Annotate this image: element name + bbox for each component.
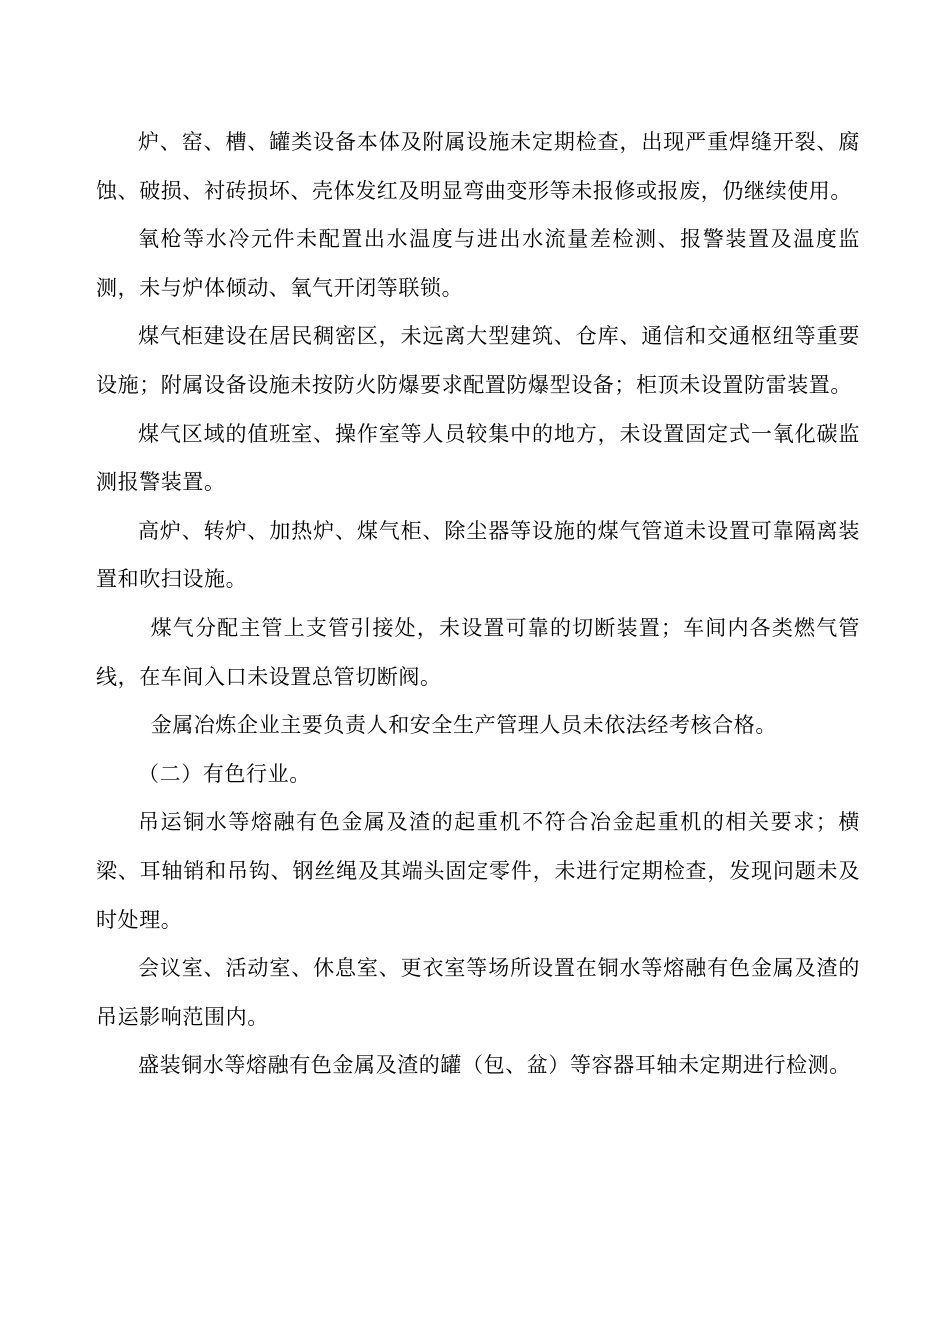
- section-heading-nonferrous: （二）有色行业。: [138, 761, 311, 786]
- paragraph-furnace-inspection: 炉、窑、槽、罐类设备本体及附属设施未定期检查，出现严重焊缝开裂、腐蚀、破损、衬砖损坏、壳体发红及明显弯曲变形等未报修或报废，仍继续使用。: [96, 130, 860, 203]
- paragraph-meeting-rooms: 会议室、活动室、休息室、更衣室等场所设置在铜水等熔融有色金属及渣的吊运影响范围内。: [96, 956, 860, 1029]
- paragraph-gas-branch: 煤气分配主管上支管引接处，未设置可靠的切断装置；车间内各类燃气管线，在车间入口未设置总管切断阀。: [96, 615, 860, 689]
- paragraph-crane-requirements: 吊运铜水等熔融有色金属及渣的起重机不符合冶金起重机的相关要求；横梁、耳轴销和吊钩、钢丝绳及其端头固定零件，未进行定期检查，发现问题未及时处理。: [96, 810, 860, 932]
- paragraph-gas-pipeline: 高炉、转炉、加热炉、煤气柜、除尘器等设施的煤气管道未设置可靠隔离装置和吹扫设施。: [96, 518, 860, 592]
- paragraph-personnel-assessment: 金属冶炼企业主要负责人和安全生产管理人员未依法经考核合格。: [150, 713, 777, 738]
- paragraph-ladle-trunnion: 盛装铜水等熔融有色金属及渣的罐（包、盆）等容器耳轴未定期进行检测。: [138, 1053, 851, 1078]
- document-body: [96, 118, 860, 1090]
- paragraph-gas-holder: 煤气柜建设在居民稠密区，未远离大型建筑、仓库、通信和交通枢纽等重要设施；附属设备设施未按防火防爆要求配置防爆型设备；柜顶未设置防雷装置。: [96, 324, 860, 397]
- paragraph-oxygen-lance: 氧枪等水冷元件未配置出水温度与进出水流量差检测、报警装置及温度监测，未与炉体倾动、氧气开闭等联锁。: [96, 227, 860, 300]
- paragraph-co-alarm: 煤气区域的值班室、操作室等人员较集中的地方，未设置固定式一氧化碳监测报警装置。: [96, 421, 860, 495]
